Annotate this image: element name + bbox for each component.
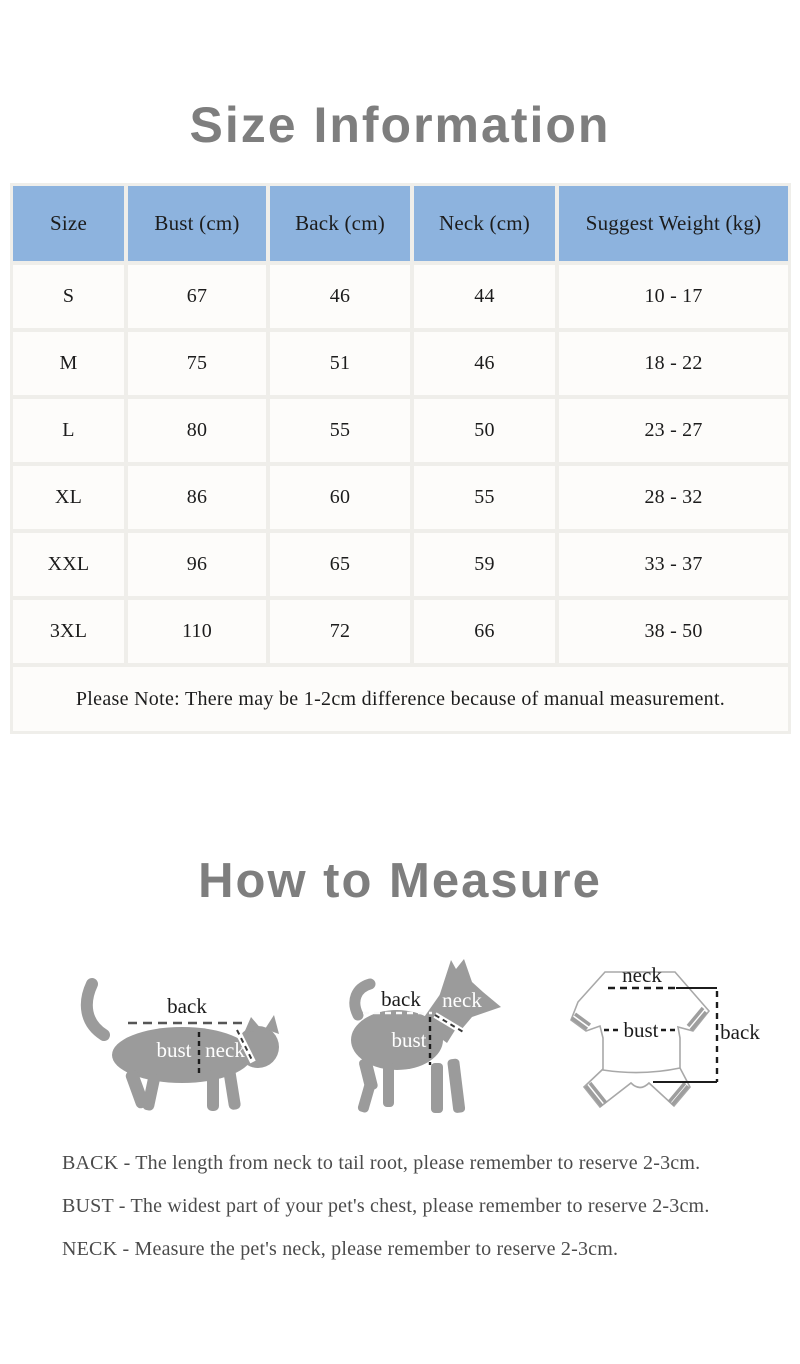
table-cell: 55 bbox=[414, 466, 555, 529]
neck-instruction: NECK - Measure the pet's neck, please remember to reserve 2-3cm. bbox=[62, 1238, 619, 1260]
table-cell: 46 bbox=[414, 332, 555, 395]
dog-bust-label: bust bbox=[391, 1028, 427, 1052]
table-cell: 65 bbox=[270, 533, 410, 596]
table-cell: 51 bbox=[270, 332, 410, 395]
garment-bust-label: bust bbox=[623, 1018, 659, 1042]
table-cell: 33 - 37 bbox=[559, 533, 788, 596]
table-header-back: Back (cm) bbox=[270, 186, 410, 261]
table-note: Please Note: There may be 1-2cm difference because of manual measurement. bbox=[13, 667, 788, 731]
cat-back-label: back bbox=[167, 994, 207, 1018]
table-cell: 67 bbox=[128, 265, 266, 328]
table-cell: 60 bbox=[270, 466, 410, 529]
size-table bbox=[10, 183, 791, 734]
garment-back-label: back bbox=[720, 1020, 760, 1044]
dog-measurement-diagram bbox=[325, 935, 565, 1145]
table-cell: 75 bbox=[128, 332, 266, 395]
table-cell: 110 bbox=[128, 600, 266, 663]
table-cell: 66 bbox=[414, 600, 555, 663]
table-header-size: Size bbox=[13, 186, 124, 261]
table-cell: 23 - 27 bbox=[559, 399, 788, 462]
cat-neck-label: neck bbox=[205, 1038, 245, 1062]
table-header-neck: Neck (cm) bbox=[414, 186, 555, 261]
table-cell: 28 - 32 bbox=[559, 466, 788, 529]
size-information-title: Size Information bbox=[189, 96, 611, 153]
table-cell: 10 - 17 bbox=[559, 265, 788, 328]
table-cell: S bbox=[13, 265, 124, 328]
cat-bust-label: bust bbox=[156, 1038, 192, 1062]
table-cell: 72 bbox=[270, 600, 410, 663]
table-cell: 46 bbox=[270, 265, 410, 328]
dog-back-label: back bbox=[381, 987, 421, 1011]
table-cell: 50 bbox=[414, 399, 555, 462]
garment-measurement-diagram bbox=[560, 935, 800, 1145]
table-cell: L bbox=[13, 399, 124, 462]
table-cell: 3XL bbox=[13, 600, 124, 663]
measure-instructions bbox=[62, 1152, 762, 1281]
dog-neck-label: neck bbox=[442, 988, 482, 1012]
back-instruction: BACK - The length from neck to tail root, please remember to reserve 2-3cm. bbox=[62, 1152, 701, 1174]
how-to-measure-title: How to Measure bbox=[198, 853, 602, 908]
table-cell: XL bbox=[13, 466, 124, 529]
garment-neck-label: neck bbox=[622, 963, 662, 987]
table-cell: 80 bbox=[128, 399, 266, 462]
table-header-weight: Suggest Weight (kg) bbox=[559, 186, 788, 261]
table-cell: 44 bbox=[414, 265, 555, 328]
table-cell: 96 bbox=[128, 533, 266, 596]
table-header-bust: Bust (cm) bbox=[128, 186, 266, 261]
table-cell: XXL bbox=[13, 533, 124, 596]
table-cell: 18 - 22 bbox=[559, 332, 788, 395]
table-cell: 59 bbox=[414, 533, 555, 596]
table-cell: M bbox=[13, 332, 124, 395]
table-cell: 55 bbox=[270, 399, 410, 462]
table-cell: 38 - 50 bbox=[559, 600, 788, 663]
measurement-diagrams bbox=[0, 935, 800, 1147]
cat-measurement-diagram bbox=[70, 935, 300, 1140]
bust-instruction: BUST - The widest part of your pet's chest, please remember to reserve 2-3cm. bbox=[62, 1195, 710, 1217]
table-cell: 86 bbox=[128, 466, 266, 529]
